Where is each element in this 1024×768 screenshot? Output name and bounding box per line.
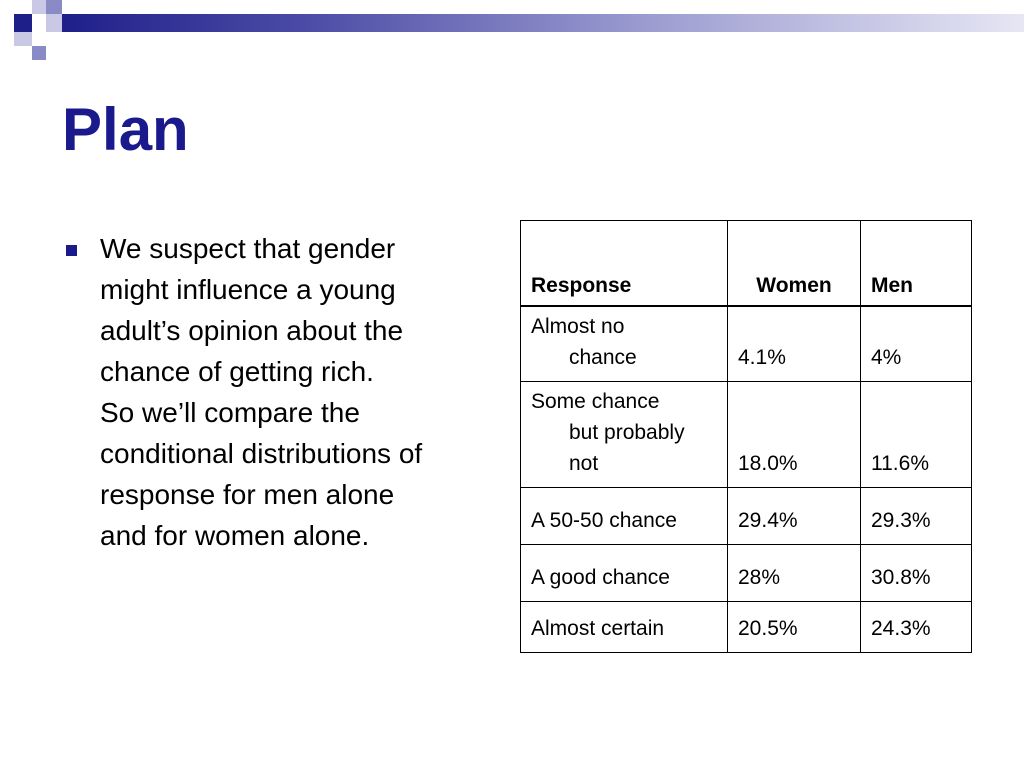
women-cell: 4.1% [728, 306, 861, 382]
bullet-line: and for women alone. [100, 520, 370, 551]
header-decoration-square [32, 0, 46, 14]
bullet-line: might influence a young [100, 274, 396, 305]
women-cell: 20.5% [728, 602, 861, 653]
response-cell [521, 488, 728, 545]
bullet-text [100, 228, 500, 556]
response-table [520, 220, 972, 653]
men-cell: 30.8% [861, 545, 972, 602]
response-cell [521, 306, 728, 382]
response-line: A good chance [531, 566, 670, 589]
square-bullet-icon [66, 245, 77, 256]
header-women: Women [728, 221, 861, 307]
women-cell: 18.0% [728, 382, 861, 488]
bullet-line: conditional distributions of [100, 438, 423, 469]
header-decoration-square [14, 14, 32, 32]
bullet-line: response for men alone [100, 479, 395, 510]
response-line: chance [569, 346, 637, 369]
response-line: Almost certain [531, 617, 665, 640]
header-men: Men [861, 221, 972, 307]
response-cell [521, 602, 728, 653]
table-header-row [521, 221, 972, 307]
header-decoration-square [32, 32, 46, 46]
table-row [521, 382, 972, 488]
response-cell [521, 382, 728, 488]
table-row [521, 306, 972, 382]
women-cell: 29.4% [728, 488, 861, 545]
response-line: Some chance [531, 390, 660, 413]
response-line: A 50-50 chance [531, 509, 677, 532]
slide-title: Plan [62, 96, 189, 163]
bullet-line: chance of getting rich. [100, 356, 374, 387]
response-line: but probably [569, 421, 685, 444]
header-decoration-square [46, 14, 62, 32]
men-cell: 24.3% [861, 602, 972, 653]
header-gradient-bar [62, 14, 1024, 32]
women-cell: 28% [728, 545, 861, 602]
header-response: Response [521, 221, 728, 307]
response-line: Almost no [531, 315, 625, 338]
table-row [521, 545, 972, 602]
response-cell [521, 545, 728, 602]
men-cell: 4% [861, 306, 972, 382]
men-cell: 29.3% [861, 488, 972, 545]
table-row [521, 602, 972, 653]
men-cell: 11.6% [861, 382, 972, 488]
header-decoration-square [14, 32, 32, 46]
bullet-line: We suspect that gender [100, 233, 396, 264]
header-decoration-square [32, 46, 46, 60]
bullet-line: adult’s opinion about the [100, 315, 404, 346]
response-line: not [569, 452, 599, 475]
bullet-line: So we’ll compare the [100, 397, 360, 428]
header-decoration-square [46, 0, 62, 14]
table-row [521, 488, 972, 545]
